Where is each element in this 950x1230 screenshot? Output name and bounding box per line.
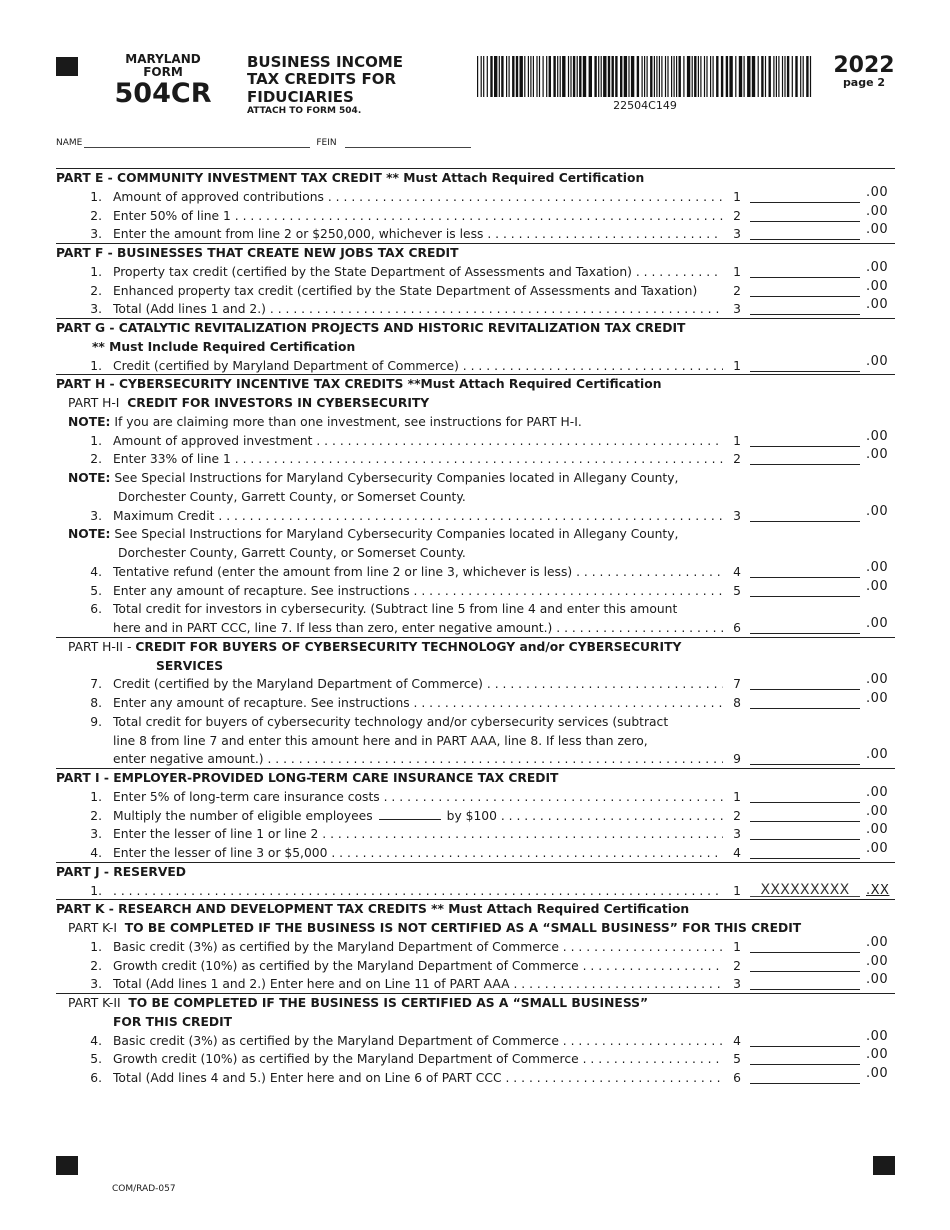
form-label: FORM <box>143 65 183 80</box>
part-h-note-2-cont: Dorchester County, Garrett County, or Somerset County. <box>118 489 466 504</box>
part-k-line-4-amount[interactable] <box>750 1034 860 1047</box>
barcode-bar <box>589 56 592 97</box>
name-field[interactable] <box>84 138 310 148</box>
form-code: COM/RAD-057 <box>112 1184 176 1194</box>
part-f-line-3: 3. Total (Add lines 1 and 2.) . . . 3 .00 <box>56 300 895 319</box>
barcode-bar <box>700 56 701 97</box>
barcode-bar <box>787 56 789 97</box>
barcode-bar <box>729 56 732 97</box>
form-state: MARYLAND <box>125 52 201 66</box>
barcode-bar <box>477 56 478 97</box>
taxpayer-id-row <box>56 138 471 148</box>
part-k-header: PART K - RESEARCH AND DEVELOPMENT TAX CREDITS ** Must Attach Required Certification <box>56 902 690 917</box>
barcode-bar <box>803 56 804 97</box>
part-h-note-3: NOTE: See Special Instructions for Maryland Cybersecurity Companies located in Allegany County, <box>68 527 679 542</box>
barcode-bar <box>665 56 666 97</box>
fein-field[interactable] <box>345 138 471 148</box>
part-j-line-1: 1. . . . 1 XXXXXXXXX .XX <box>56 882 895 901</box>
part-h2-header-cont: SERVICES <box>156 658 224 673</box>
part-h2-header: PART H-II - CREDIT FOR BUYERS OF CYBERSECURITY TECHNOLOGY and/or CYBERSECURITY <box>68 639 682 654</box>
barcode-bar <box>528 56 529 97</box>
part-e-line-3-amount[interactable] <box>750 227 860 240</box>
name-label: NAME <box>56 138 83 148</box>
part-i-line-3: 3. Enter the lesser of line 1 or line 2 . . . 3 .00 <box>56 825 895 844</box>
barcode-bar <box>667 56 668 97</box>
barcode-bar <box>792 56 793 97</box>
part-h-line-4-amount[interactable] <box>750 565 860 578</box>
part-e-line-3: 3. Enter the amount from line 2 or $250,000, whichever is less . . . 3 .00 <box>56 225 895 244</box>
barcode-bar <box>560 56 561 97</box>
tax-year-block <box>832 55 896 88</box>
barcode-bar <box>516 56 518 97</box>
part-h-line-4: 4. Tentative refund (enter the amount from line 2 or line 3, whichever is less) . . . 4 .00 <box>56 563 895 582</box>
part-h-line-2: 2. Enter 33% of line 1 . . . 2 .00 <box>56 450 895 469</box>
barcode-bar <box>784 56 785 97</box>
registration-mark-bottom-right <box>873 1156 895 1175</box>
part-h-line-9-amount[interactable] <box>750 752 860 765</box>
title-line-1: BUSINESS INCOME <box>247 53 404 71</box>
part-h-line-7-amount[interactable] <box>750 677 860 690</box>
part-h-header: PART H - CYBERSECURITY INCENTIVE TAX CREDITS **Must Attach Required Certification <box>56 377 662 392</box>
barcode-bar <box>674 56 675 97</box>
barcode-bar <box>647 56 648 97</box>
barcode-bar <box>601 56 602 97</box>
barcode-bar <box>608 56 610 97</box>
barcode-number: 22504C149 <box>613 99 677 112</box>
part-k-line-3: 3. Total (Add lines 1 and 2.) Enter here and on Line 11 of PART AAA . . . 3 .00 <box>56 975 895 994</box>
form-body <box>56 168 895 1088</box>
form-title <box>247 54 403 117</box>
part-i-line-1-amount[interactable] <box>750 790 860 803</box>
part-k2-header-cont: FOR THIS CREDIT <box>113 1014 233 1029</box>
barcode-bar <box>481 56 482 97</box>
part-f-line-1: 1. Property tax credit (certified by the State Department of Assessments and Taxation) . . . 1 .00 <box>56 263 895 282</box>
barcode-bar <box>524 56 525 97</box>
barcode-bar <box>612 56 614 97</box>
registration-mark-bottom-left <box>56 1156 78 1175</box>
part-i-line-2-amount[interactable] <box>750 809 860 822</box>
barcode-bar <box>694 56 696 97</box>
barcode-bar <box>506 56 507 97</box>
barcode-bar <box>773 56 774 97</box>
barcode-bar <box>483 56 484 97</box>
part-f-line-2: 2. Enhanced property tax credit (certified by the State Department of Assessments and Taxation) 2 .00 <box>90 278 889 298</box>
part-g-line-1: 1. Credit (certified by Maryland Department of Commerce) . . . 1 .00 <box>56 357 895 376</box>
barcode-bar <box>533 56 534 97</box>
barcode-bar <box>543 56 544 97</box>
barcode-bar <box>656 56 657 97</box>
barcode-bar <box>692 56 693 97</box>
registration-mark-top-left <box>56 57 78 76</box>
barcode-bar <box>509 56 510 97</box>
barcode-bar <box>671 56 672 97</box>
barcode-bar <box>494 56 497 97</box>
barcode-bar <box>735 56 736 97</box>
barcode-bar <box>778 56 779 97</box>
part-k2-header: PART K-II TO BE COMPLETED IF THE BUSINESS IS CERTIFIED AS A “SMALL BUSINESS” <box>68 996 649 1010</box>
barcode-bar <box>512 56 514 97</box>
barcode-bar <box>659 56 660 97</box>
page-number: page 2 <box>842 76 886 89</box>
barcode-bar <box>683 56 684 97</box>
barcode-image <box>477 56 813 97</box>
barcode-bar <box>721 56 723 97</box>
part-h-line-6: 6. Total credit for investors in cybersecurity. (Subtract line 5 from line 4 and enter this amount <box>90 602 678 617</box>
part-h-line-2-amount[interactable] <box>750 452 860 465</box>
part-h-line-5: 5. Enter any amount of recapture. See instructions . . . 5 .00 <box>56 582 895 601</box>
part-h-line-1: 1. Amount of approved investment . . . 1 .00 <box>56 432 895 451</box>
barcode-bar <box>553 56 555 97</box>
barcode-bar <box>615 56 617 97</box>
part-i-line-3-amount[interactable] <box>750 827 860 840</box>
barcode-bar <box>539 56 540 97</box>
part-g-header: PART G - CATALYTIC REVITALIZATION PROJECTS AND HISTORIC REVITALIZATION TAX CREDIT <box>56 321 686 335</box>
part-h-line-5-amount[interactable] <box>750 584 860 597</box>
part-g-line-1-amount[interactable] <box>750 359 860 372</box>
barcode-bar <box>579 56 581 97</box>
barcode-bar <box>650 56 652 97</box>
barcode-bar <box>698 56 699 97</box>
part-h-line-9: 9. Total credit for buyers of cybersecurity technology and/or cybersecurity services (subtract <box>90 714 669 729</box>
part-i-header: PART I - EMPLOYER-PROVIDED LONG-TERM CARE INSURANCE TAX CREDIT <box>56 771 559 785</box>
part-h-line-3: 3. Maximum Credit . . . 3 .00 <box>56 507 895 526</box>
part-k-line-5: 5. Growth credit (10%) as certified by the Maryland Department of Commerce . . . 5 .00 <box>56 1050 895 1069</box>
barcode-bar <box>782 56 783 97</box>
barcode-bar <box>568 56 569 97</box>
barcode-bar <box>679 56 681 97</box>
part-h-line-6-cont: here and in PART CCC, line 7. If less than zero, enter negative amount.) . . . 6 .00 <box>56 619 895 638</box>
barcode-bar <box>776 56 777 97</box>
barcode-bar <box>487 56 488 97</box>
barcode-bar <box>661 56 662 97</box>
barcode-bar <box>598 56 599 97</box>
barcode-bar <box>765 56 766 97</box>
barcode-bar <box>583 56 586 97</box>
part-k-line-2-amount[interactable] <box>750 959 860 972</box>
part-e-line-1: 1. Amount of approved contributions . . . 1 .00 <box>56 188 895 207</box>
barcode-bar <box>752 56 755 97</box>
barcode-bar <box>637 56 639 97</box>
part-f-line-3-amount[interactable] <box>750 302 860 315</box>
barcode-bar <box>810 56 811 97</box>
barcode-bar <box>536 56 537 97</box>
barcode-bar <box>520 56 523 97</box>
part-k-line-1: 1. Basic credit (3%) as certified by the Maryland Department of Commerce . . . 1 .00 <box>56 938 895 957</box>
barcode-bar <box>603 56 606 97</box>
barcode-bar <box>726 56 728 97</box>
tax-year: 2022 <box>833 53 895 78</box>
part-e-line-2-amount[interactable] <box>750 209 860 222</box>
barcode-bar <box>624 56 627 97</box>
barcode-bar <box>758 56 759 97</box>
part-i-line-4-amount[interactable] <box>750 846 860 859</box>
barcode-bar <box>761 56 763 97</box>
barcode-bar <box>628 56 629 97</box>
barcode-bar <box>706 56 707 97</box>
part-f-header: PART F - BUSINESSES THAT CREATE NEW JOBS TAX CREDIT <box>56 246 459 260</box>
barcode-bar <box>530 56 531 97</box>
barcode-bar <box>676 56 677 97</box>
eligible-employees-field[interactable] <box>379 809 441 820</box>
barcode-bar <box>562 56 565 97</box>
barcode-bar <box>806 56 808 97</box>
part-h-note-3-cont: Dorchester County, Garrett County, or Somerset County. <box>118 546 466 560</box>
barcode-bar <box>795 56 797 97</box>
barcode-bar <box>710 56 711 97</box>
part-e-line-2: 2. Enter 50% of line 1 . . . 2 .00 <box>56 207 895 226</box>
part-k-line-6: 6. Total (Add lines 4 and 5.) Enter here and on Line 6 of PART CCC . . . 6 .00 <box>56 1069 895 1088</box>
barcode-bar <box>644 56 645 97</box>
form-identifier <box>112 53 214 109</box>
barcode-bar <box>739 56 742 97</box>
form-number: 504CR <box>114 78 212 110</box>
barcode-bar <box>570 56 571 97</box>
part-j-line-1-amount: XXXXXXXXX <box>750 884 860 897</box>
barcode-bar <box>557 56 558 97</box>
part-h-line-6-amount[interactable] <box>750 621 860 634</box>
title-line-2: TAX CREDITS FOR <box>247 70 397 89</box>
barcode-bar <box>620 56 622 97</box>
barcode-bar <box>573 56 575 97</box>
part-i-line-1: 1. Enter 5% of long-term care insurance costs . . . 1 .00 <box>56 788 895 807</box>
attach-note: ATTACH TO FORM 504. <box>247 106 362 117</box>
part-h-line-8: 8. Enter any amount of recapture. See instructions . . . 8 .00 <box>56 694 895 713</box>
barcode-bar <box>716 56 718 97</box>
part-h-line-8-amount[interactable] <box>750 696 860 709</box>
part-i-line-2: 2. Multiply the number of eligible employees by $100 . . . 2 .00 <box>56 807 895 826</box>
part-i-line-4: 4. Enter the lesser of line 3 or $5,000 . . . 4 .00 <box>56 844 895 863</box>
title-line-3: FIDUCIARIES <box>247 87 354 106</box>
part-k1-header: PART K-I TO BE COMPLETED IF THE BUSINESS IS NOT CERTIFIED AS A “SMALL BUSINESS” FOR THIS CREDIT <box>68 921 802 935</box>
part-h-line-9-cont-1: line 8 from line 7 and enter this amount here and in PART AAA, line 8. If less than zero, <box>113 733 648 748</box>
part-e-header: PART E - COMMUNITY INVESTMENT TAX CREDIT ** Must Attach Required Certification <box>56 171 645 185</box>
part-k-line-6-amount[interactable] <box>750 1071 860 1084</box>
barcode-bar <box>594 56 596 97</box>
barcode-bar <box>642 56 643 97</box>
barcode-bar <box>654 56 655 97</box>
part-f-line-2-amount[interactable] <box>750 284 860 297</box>
barcode-bar <box>546 56 547 97</box>
barcode-bar <box>631 56 634 97</box>
part-f-line-1-amount[interactable] <box>750 265 860 278</box>
part-e-line-1-amount[interactable] <box>750 190 860 203</box>
part-j-header: PART J - RESERVED <box>56 864 186 879</box>
part-g-subheader: ** Must Include Required Certification <box>92 339 356 354</box>
barcode-bar <box>687 56 690 97</box>
barcode-bar <box>800 56 801 97</box>
part-h-line-7: 7. Credit (certified by the Maryland Department of Commerce) . . . 7 .00 <box>56 675 895 694</box>
part-h-line-3-amount[interactable] <box>750 509 860 522</box>
part-h-note-1: NOTE: If you are claiming more than one investment, see instructions for PART H-I. <box>68 414 582 429</box>
part-h-line-1-amount[interactable] <box>750 434 860 447</box>
part-k-line-4: 4. Basic credit (3%) as certified by the Maryland Department of Commerce . . . 4 .00 <box>56 1032 895 1051</box>
part-k-line-5-amount[interactable] <box>750 1052 860 1065</box>
barcode-bar <box>744 56 745 97</box>
part-k-line-2: 2. Growth credit (10%) as certified by the Maryland Department of Commerce . . . 2 .00 <box>56 957 895 976</box>
barcode-bar <box>769 56 771 97</box>
part-h-line-9-cont-2: enter negative amount.) . . . 9 .00 <box>56 750 895 769</box>
barcode-bar <box>501 56 503 97</box>
part-k-line-1-amount[interactable] <box>750 940 860 953</box>
barcode-bar <box>499 56 500 97</box>
part-h1-header: PART H-I CREDIT FOR INVESTORS IN CYBERSECURITY <box>68 396 430 410</box>
barcode-bar <box>713 56 714 97</box>
barcode-bar <box>549 56 551 97</box>
barcode-bar <box>577 56 578 97</box>
barcode-bar <box>490 56 492 97</box>
barcode-bar <box>704 56 705 97</box>
part-h-note-2: NOTE: See Special Instructions for Maryland Cybersecurity Companies located in Allegany County, <box>68 471 679 485</box>
barcode-bar <box>747 56 750 97</box>
part-k-line-3-amount[interactable] <box>750 977 860 990</box>
fein-label: FEIN <box>316 138 337 148</box>
